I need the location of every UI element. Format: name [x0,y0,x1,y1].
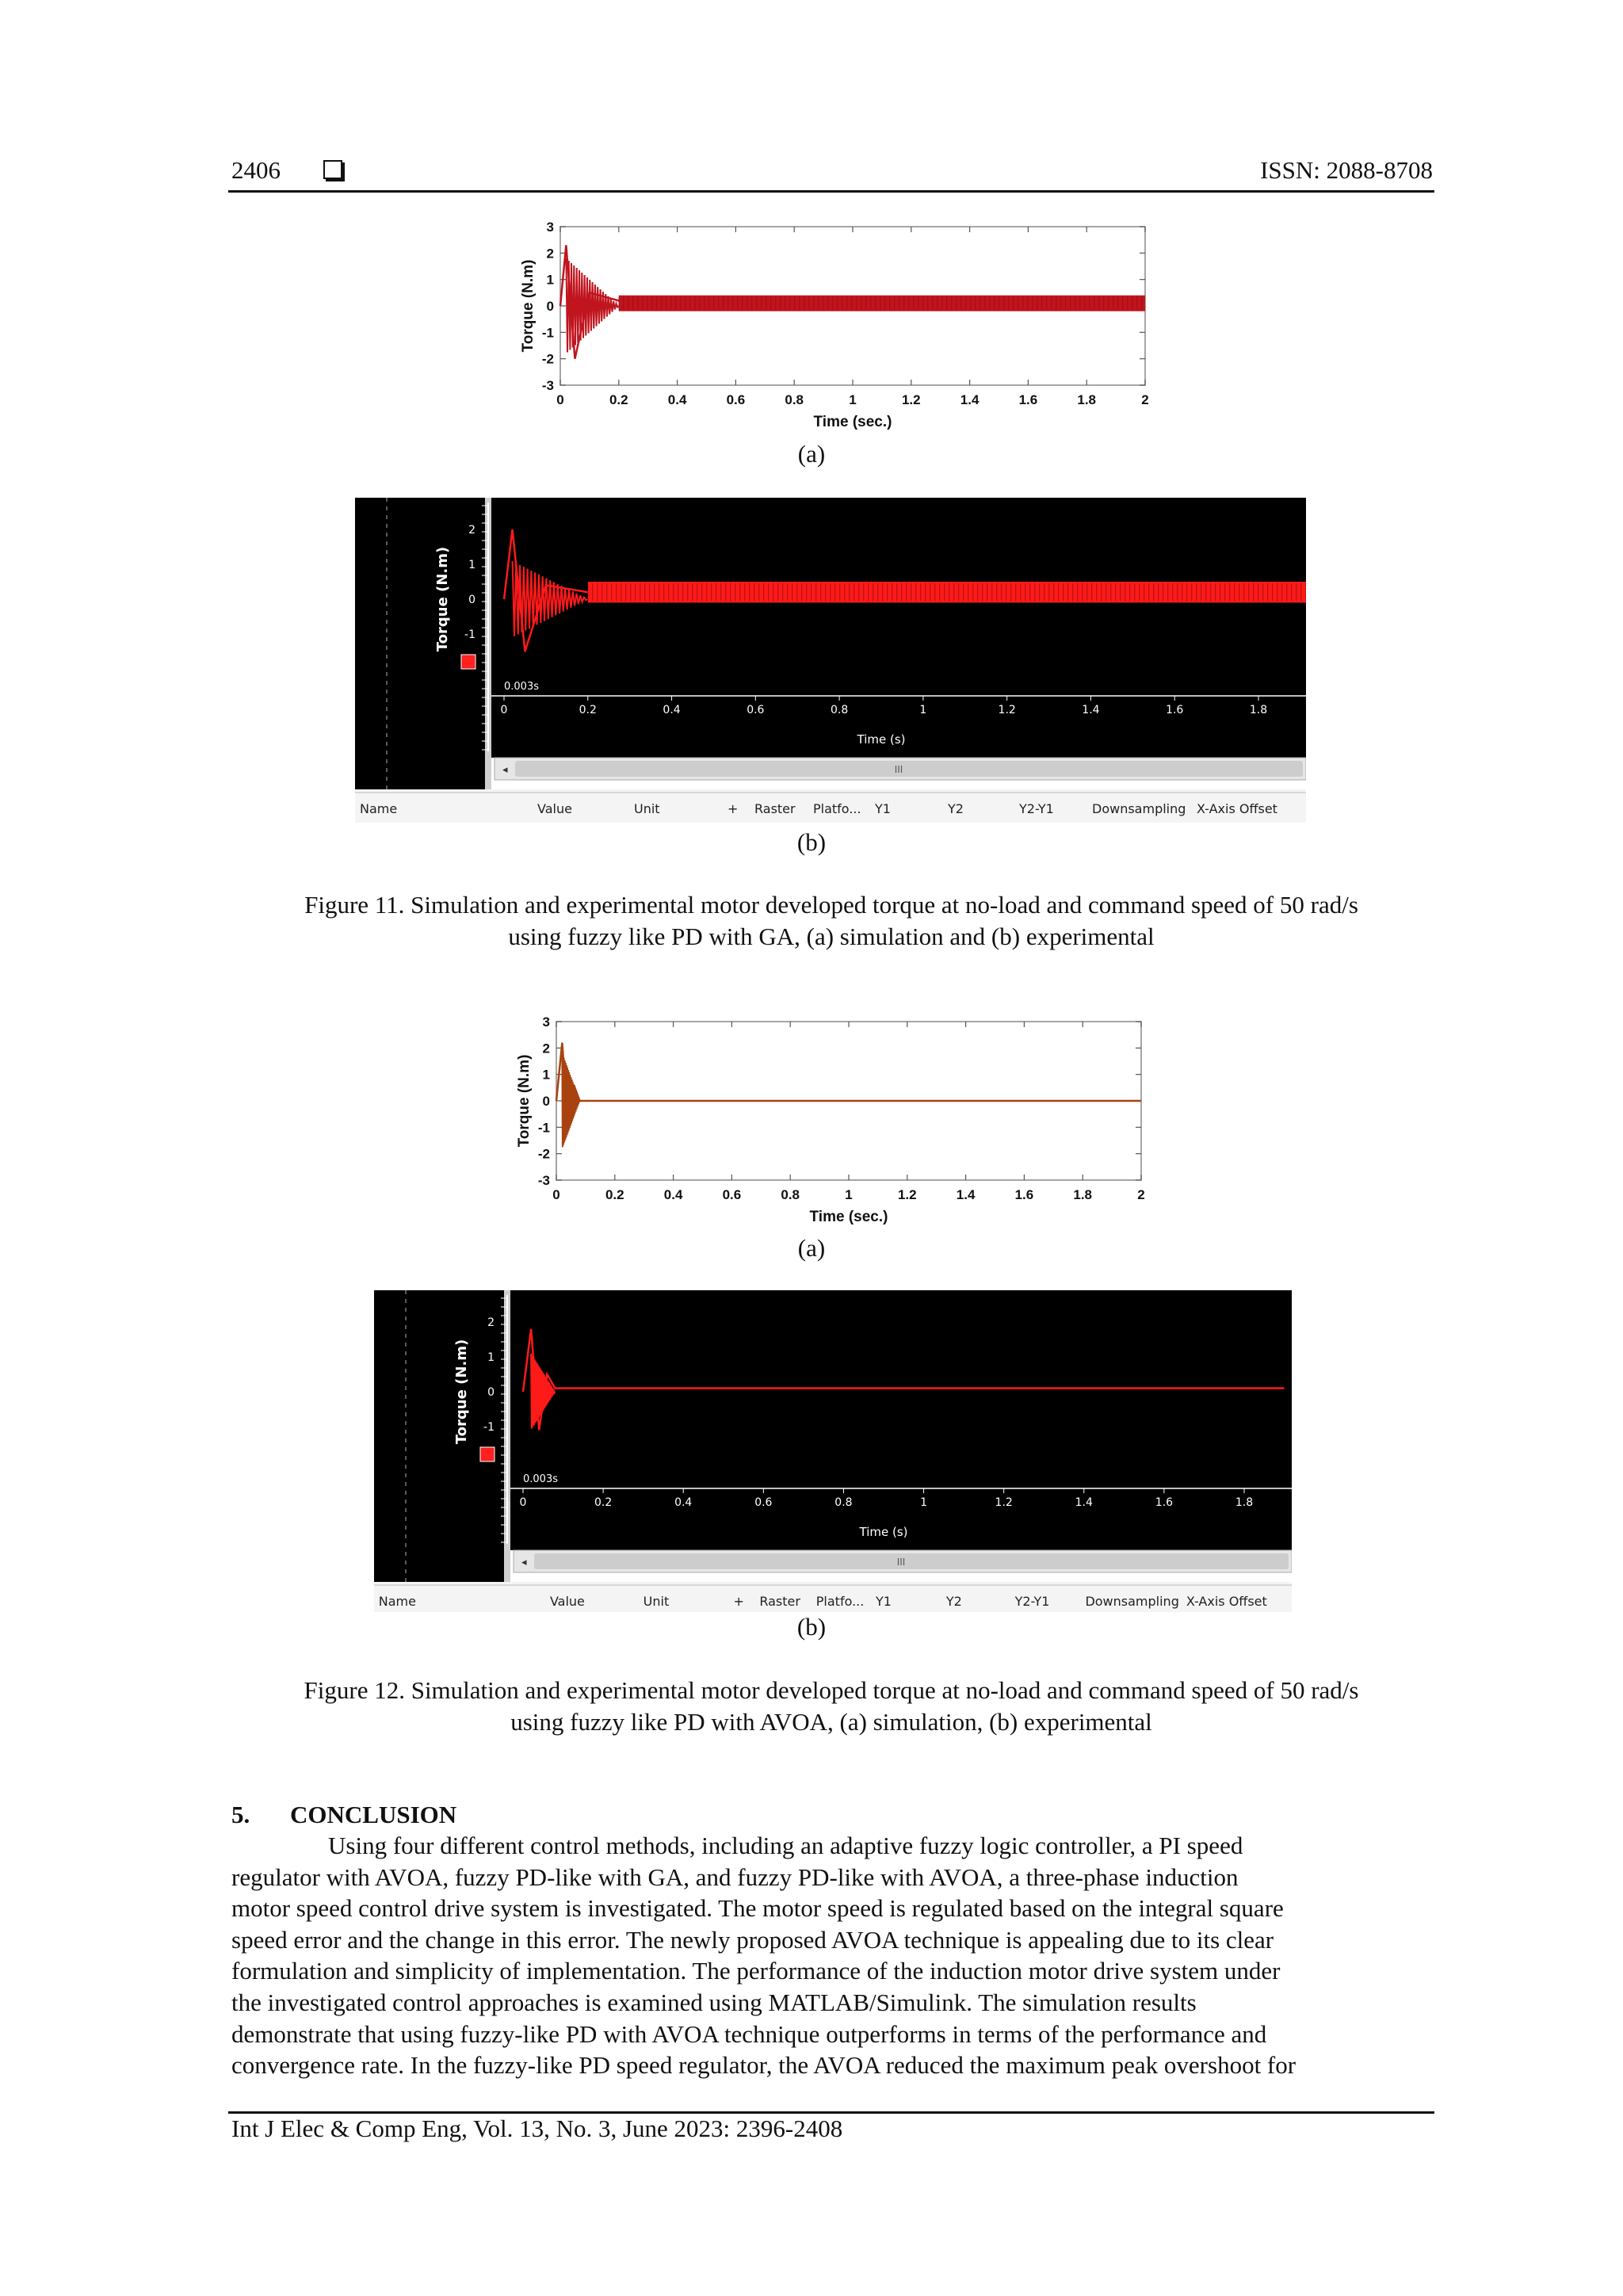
section-number: 5. [231,1801,250,1828]
scroll-left-arrow-icon: ◂ [521,1557,527,1568]
x-tick-label: 0.8 [781,1187,800,1202]
y-tick-label: 0 [542,1094,550,1109]
figure-12-caption-line2: using fuzzy like PD with AVOA, (a) simulation, (b) experimental [510,1708,1152,1736]
scope-y-tick-label: -1 [483,1421,495,1434]
signal-table-column-header: Y2-Y1 [1014,1594,1050,1609]
y-tick-label: 1 [542,1067,550,1083]
figure-11-caption-line2: using fuzzy like PD with GA, (a) simulation and (b) experimental [508,923,1155,950]
scope-y-tick-label: 1 [487,1351,495,1364]
x-tick-label: 2 [1141,392,1149,407]
scope-x-tick-label: 0 [500,704,508,716]
x-tick-label: 0.2 [605,1187,624,1202]
conclusion-line: convergence rate. In the fuzzy-like PD speed regulator, the AVOA reduced the maximum peak overshoot for [231,2051,1296,2080]
signal-table-column-header: Y2 [948,801,964,816]
y-tick-label: -1 [537,1120,550,1136]
scope-y-tick-label: 1 [468,559,475,571]
x-tick-label: 1.8 [1077,392,1097,407]
x-tick-label: 1 [849,392,857,407]
scope-x-tick-label: 1 [919,704,927,716]
signal-table-column-header: Downsampling [1092,801,1186,816]
channel-color-swatch [480,1447,495,1461]
figure-11a-chart [515,216,1149,443]
x-tick-label: 0.4 [667,392,687,407]
cursor-readout: 0.003s [504,681,539,693]
scope-x-tick-label: 0.8 [834,1496,853,1509]
figure-11b-label: (b) [796,828,827,856]
torque-ripple-band [619,296,1145,311]
scope-x-tick-label: 1.6 [1166,704,1184,716]
scope-x-tick-label: 0.6 [754,1496,773,1509]
y-tick-label: -2 [541,351,554,367]
scope-x-tick-label: 1.4 [1075,1496,1093,1509]
footer-citation: Int J Elec & Comp Eng, Vol. 13, No. 3, June 2023: 2396-2408 [231,2115,843,2142]
header-rule [228,190,1434,193]
scope-scrollbar-thumb [515,761,1303,777]
conclusion-line: Using four different control methods, including an adaptive fuzzy logic controller, a PI speed [328,1832,1243,1859]
scroll-left-arrow-icon: ◂ [502,764,508,776]
x-tick-label: 0.8 [785,392,804,407]
figure-12-caption [228,1675,1434,1738]
scope-x-tick-label: 0.4 [663,704,681,716]
figure-12b-scope-screenshot [374,1290,1292,1616]
x-axis-label: Time (sec.) [813,414,892,430]
x-tick-label: 0.2 [609,392,628,407]
conclusion-line: speed error and the change in this error. The newly proposed AVOA technique is appealing due to its clear [231,1925,1274,1954]
y-tick-label: 3 [546,220,554,235]
signal-table-column-header: Value [549,1594,585,1609]
signal-table-column-header: Y1 [875,801,891,816]
x-tick-label: 1.8 [1073,1187,1093,1202]
scope-y-tick-label: -1 [464,628,475,641]
y-tick-label: -3 [537,1173,550,1188]
x-tick-label: 0.6 [722,1187,742,1202]
y-tick-label: -1 [541,325,554,341]
scope-x-axis-label: Time (s) [857,732,906,747]
scope-x-tick-label: 1 [920,1496,928,1509]
scope-x-tick-label: 1.4 [1082,704,1100,716]
scope-scrollbar-thumb [534,1553,1289,1569]
y-axis-label: Torque (N.m) [516,1054,533,1148]
scope-x-tick-label: 0.4 [674,1496,693,1509]
channel-color-swatch [461,655,475,669]
scope-y-axis-label: Torque (N.m) [434,546,451,652]
x-tick-label: 0 [556,392,564,407]
cursor-readout: 0.003s [523,1473,558,1485]
scope-x-tick-label: 1.2 [995,1496,1013,1509]
x-tick-label: 0.4 [663,1187,683,1202]
scope-y-axis-label: Torque (N.m) [453,1339,470,1445]
y-tick-label: -3 [541,378,554,393]
x-tick-label: 0.6 [726,392,746,407]
x-tick-label: 1.4 [956,1187,976,1202]
scope-y-tick-label: 2 [468,524,475,537]
scope-x-tick-label: 1.8 [1235,1496,1254,1509]
scope-x-tick-label: 0.2 [579,704,597,716]
figure-11-caption [228,889,1434,953]
figure-12a-chart [511,1010,1145,1238]
signal-table-column-header: Downsampling [1085,1594,1179,1609]
conclusion-line: formulation and simplicity of implementation. The performance of the induction motor drive system under [231,1957,1281,1985]
scope-x-tick-label: 0.8 [830,704,849,716]
scope-plot-area [510,1290,1292,1550]
y-tick-label: 1 [546,272,554,288]
signal-table-column-header: Y2-Y1 [1019,801,1054,816]
x-tick-label: 1 [845,1187,853,1202]
scroll-grip-icon: III [896,1557,906,1568]
x-tick-label: 0 [552,1187,560,1202]
scope-left-panel [374,1290,504,1582]
x-tick-label: 1.2 [901,392,921,407]
x-tick-label: 1.6 [1014,1187,1034,1202]
scope-x-axis-label: Time (s) [859,1525,908,1539]
signal-table-column-header: Raster [754,801,796,816]
y-tick-label: 2 [546,246,554,262]
figure-12-caption-line1: Figure 12. Simulation and experimental motor developed torque at no-load and command speed of 50 rad/s [304,1676,1359,1704]
y-axis-label: Torque (N.m) [520,259,537,353]
signal-table-column-header: Platfo... [815,1594,865,1609]
y-tick-label: 2 [542,1041,550,1056]
x-tick-label: 1.4 [960,392,980,407]
scope-x-tick-label: 1.8 [1249,704,1268,716]
signal-table-column-header: Unit [634,801,660,816]
journal-issn: ISSN: 2088-8708 [1260,156,1433,184]
footer-rule [228,2111,1434,2114]
y-tick-label: 3 [542,1014,550,1030]
figure-12a-label: (a) [797,1234,826,1262]
scope-y-tick-label: 2 [487,1316,495,1329]
signal-table-column-header: Unit [643,1594,670,1609]
signal-table-column-header: Platfo... [813,801,861,816]
header-box-icon [323,160,342,179]
section-title: CONCLUSION [290,1801,457,1828]
scope-x-tick-label: 0 [519,1496,527,1509]
x-tick-label: 2 [1137,1187,1145,1202]
y-tick-label: -2 [537,1146,550,1162]
scope-plot-area [491,498,1306,758]
scope-y-tick-label: 0 [487,1386,495,1399]
signal-table-column-header: X-Axis Offset [1186,1594,1267,1609]
scope-y-tick-label: 0 [468,594,475,606]
conclusion-line: regulator with AVOA, fuzzy PD-like with GA, and fuzzy PD-like with AVOA, a three-phase induction [231,1862,1239,1891]
x-tick-label: 1.6 [1018,392,1038,407]
conclusion-line: the investigated control approaches is examined using MATLAB/Simulink. The simulation results [231,1988,1197,2016]
signal-table-column-header: Raster [759,1594,800,1609]
conclusion-line: motor speed control drive system is investigated. The motor speed is regulated based on the integral square [231,1894,1284,1923]
page-number: 2406 [231,156,281,184]
x-tick-label: 1.2 [897,1187,917,1202]
signal-table-column-header: Value [537,801,572,816]
scope-x-tick-label: 1.6 [1155,1496,1174,1509]
figure-11a-label: (a) [797,440,826,468]
x-axis-label: Time (sec.) [809,1209,888,1225]
signal-table-column-header: Name [378,1594,416,1609]
scroll-grip-icon: III [894,764,903,775]
torque-ripple-band [588,582,1306,602]
scope-x-tick-label: 0.2 [594,1496,613,1509]
conclusion-line: demonstrate that using fuzzy-like PD with AVOA technique outperforms in terms of the performance and [231,2019,1267,2048]
scope-x-tick-label: 1.2 [998,704,1016,716]
conclusion-paragraph [231,1830,1430,2081]
signal-table-column-header: Y2 [945,1594,962,1609]
signal-table-column-header: Y1 [876,1594,892,1609]
signal-table-column-header: + [733,1594,744,1609]
signal-table-column-header: X-Axis Offset [1197,801,1277,816]
figure-11b-scope-screenshot [355,498,1306,827]
signal-table-column-header: Name [360,801,398,816]
scope-left-panel [355,498,485,789]
figure-12b-label: (b) [796,1613,827,1641]
figure-11-caption-line1: Figure 11. Simulation and experimental motor developed torque at no-load and command speed of 50 rad/s [304,891,1358,919]
y-tick-label: 0 [546,299,554,314]
scope-x-tick-label: 0.6 [747,704,765,716]
signal-table-column-header: + [727,801,739,816]
